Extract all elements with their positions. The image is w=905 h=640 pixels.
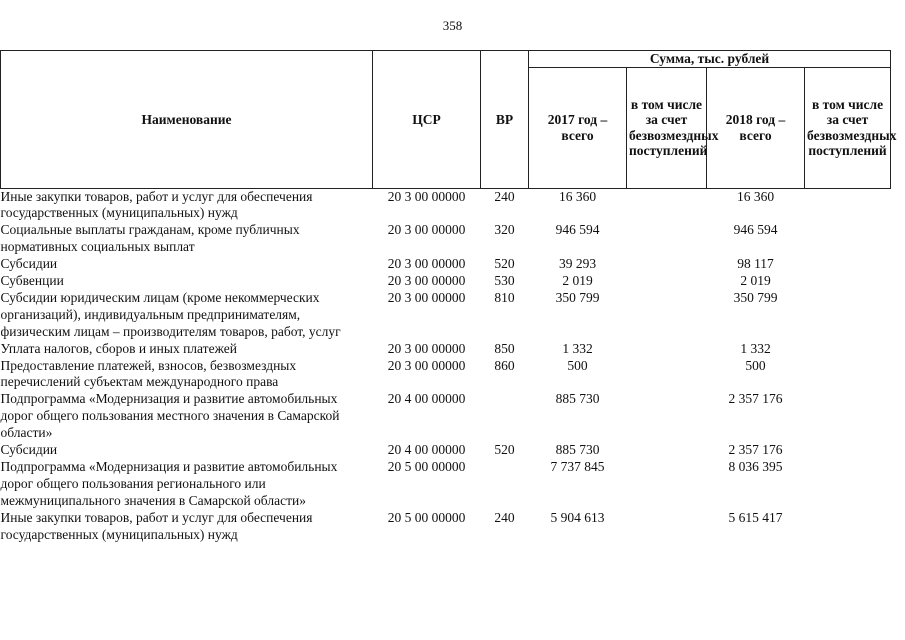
header-vr: ВР [481, 51, 529, 189]
cell-2017-total: 1 332 [562, 340, 593, 356]
page-number: 358 [442, 18, 463, 33]
table-row [1, 222, 891, 256]
table-row [1, 391, 891, 442]
cell-2018-total: 2 357 176 [728, 391, 783, 407]
cell-vr [481, 391, 529, 442]
cell-2017-grants [627, 358, 707, 392]
header-2017-grants: в том числе за счет безвозмездных поступлений [627, 67, 707, 188]
cell-2017-grants [627, 442, 707, 459]
table-row [1, 290, 891, 341]
table-row [1, 459, 891, 510]
cell-vr: 850 [494, 340, 515, 356]
table-row [1, 188, 891, 222]
cell-name: Субвенции [0, 273, 64, 289]
cell-2018-total: 1 332 [740, 340, 771, 356]
cell-2018-total: 8 036 395 [728, 459, 783, 474]
cell-2017-total: 7 737 845 [550, 459, 605, 474]
cell-vr: 810 [494, 289, 515, 305]
cell-csr: 20 5 00 00000 [387, 459, 466, 474]
cell-2017-total: 350 799 [555, 289, 600, 305]
cell-2018-total: 2 019 [740, 273, 771, 289]
cell-2018-grants [805, 442, 891, 459]
cell-2017-total: 500 [567, 357, 588, 373]
cell-2018-grants [805, 459, 891, 510]
cell-vr: 860 [494, 357, 515, 373]
budget-table [0, 50, 897, 544]
cell-name: Иные закупки товаров, работ и услуг для обеспечения государственных (муниципальных) нужд [0, 509, 313, 542]
cell-2017-grants [627, 222, 707, 256]
cell-2017-grants [627, 273, 707, 290]
header-name: Наименование [1, 51, 373, 189]
cell-csr: 20 3 00 00000 [387, 256, 466, 272]
cell-2018-total: 98 117 [737, 256, 774, 272]
cell-csr: 20 3 00 00000 [387, 273, 466, 289]
cell-name: Субсидии [0, 256, 58, 272]
cell-2018-grants [805, 341, 891, 358]
cell-vr: 240 [494, 188, 515, 204]
cell-2018-total: 500 [745, 357, 766, 373]
cell-2017-grants [627, 188, 707, 222]
cell-name: Субсидии юридическим лицам (кроме некоммерческих организаций), индивидуальным предпринимателям, физическим лицам – производителям товаров, работ, услуг [0, 289, 341, 339]
table-row [1, 358, 891, 392]
cell-2018-total: 16 360 [736, 188, 775, 204]
cell-2018-total: 2 357 176 [728, 442, 783, 458]
cell-2017-grants [627, 459, 707, 510]
cell-name: Субсидии [0, 442, 58, 458]
cell-2017-grants [627, 391, 707, 442]
header-2018-grants: в том числе за счет безвозмездных поступлений [805, 67, 891, 188]
cell-csr: 20 3 00 00000 [387, 188, 466, 204]
cell-name: Подпрограмма «Модернизация и развитие автомобильных дорог общего пользования местного значения в Самарской области» [0, 391, 340, 441]
cell-vr: 520 [494, 442, 515, 458]
cell-2017-grants [627, 510, 707, 544]
cell-2017-grants [627, 290, 707, 341]
cell-2017-grants [627, 256, 707, 273]
cell-vr: 520 [494, 256, 515, 272]
cell-name: Иные закупки товаров, работ и услуг для обеспечения государственных (муниципальных) нужд [0, 188, 313, 221]
cell-name: Подпрограмма «Модернизация и развитие автомобильных дорог общего пользования регионального или межмуниципального значения в Самарской области» [0, 459, 338, 508]
cell-csr: 20 3 00 00000 [387, 289, 466, 305]
table-body [1, 188, 891, 544]
table-row [1, 256, 891, 273]
cell-2018-grants [805, 391, 891, 442]
cell-vr: 320 [494, 222, 515, 238]
cell-2017-total: 946 594 [555, 222, 600, 238]
table-row [1, 273, 891, 290]
cell-2018-grants [805, 273, 891, 290]
cell-2018-total: 946 594 [733, 222, 778, 238]
cell-2018-total: 350 799 [733, 289, 778, 305]
cell-csr: 20 4 00 00000 [387, 391, 466, 407]
cell-csr: 20 4 00 00000 [387, 442, 466, 458]
cell-2018-grants [805, 358, 891, 392]
cell-name: Уплата налогов, сборов и иных платежей [0, 340, 237, 356]
table-row [1, 510, 891, 544]
cell-name: Предоставление платежей, взносов, безвозмездных перечислений субъектам международного права [0, 357, 297, 390]
cell-2017-total: 5 904 613 [550, 509, 605, 525]
cell-csr: 20 3 00 00000 [387, 357, 466, 373]
header-csr: ЦСР [373, 51, 481, 189]
cell-2017-total: 885 730 [555, 442, 600, 458]
header-row-top [1, 51, 891, 68]
table-row [1, 442, 891, 459]
cell-2018-grants [805, 290, 891, 341]
cell-2018-total: 5 615 417 [728, 509, 783, 525]
cell-2018-grants [805, 188, 891, 222]
cell-2017-grants [627, 341, 707, 358]
cell-2018-grants [805, 256, 891, 273]
header-2017-total: 2017 год – всего [529, 67, 627, 188]
cell-2018-grants [805, 510, 891, 544]
cell-csr: 20 3 00 00000 [387, 340, 466, 356]
cell-2017-total: 885 730 [555, 391, 600, 407]
header-2018-total: 2018 год – всего [707, 67, 805, 188]
cell-2018-grants [805, 222, 891, 256]
cell-vr: 240 [494, 509, 515, 525]
table-row [1, 341, 891, 358]
cell-vr: 530 [494, 273, 515, 289]
cell-2017-total: 2 019 [562, 273, 593, 289]
cell-vr [481, 459, 529, 510]
cell-csr: 20 3 00 00000 [387, 222, 466, 238]
cell-name: Социальные выплаты гражданам, кроме публичных нормативных социальных выплат [0, 222, 300, 255]
cell-csr: 20 5 00 00000 [387, 509, 466, 525]
cell-2017-total: 16 360 [558, 188, 597, 204]
header-sum-group: Сумма, тыс. рублей [529, 51, 891, 68]
cell-2017-total: 39 293 [558, 256, 597, 272]
